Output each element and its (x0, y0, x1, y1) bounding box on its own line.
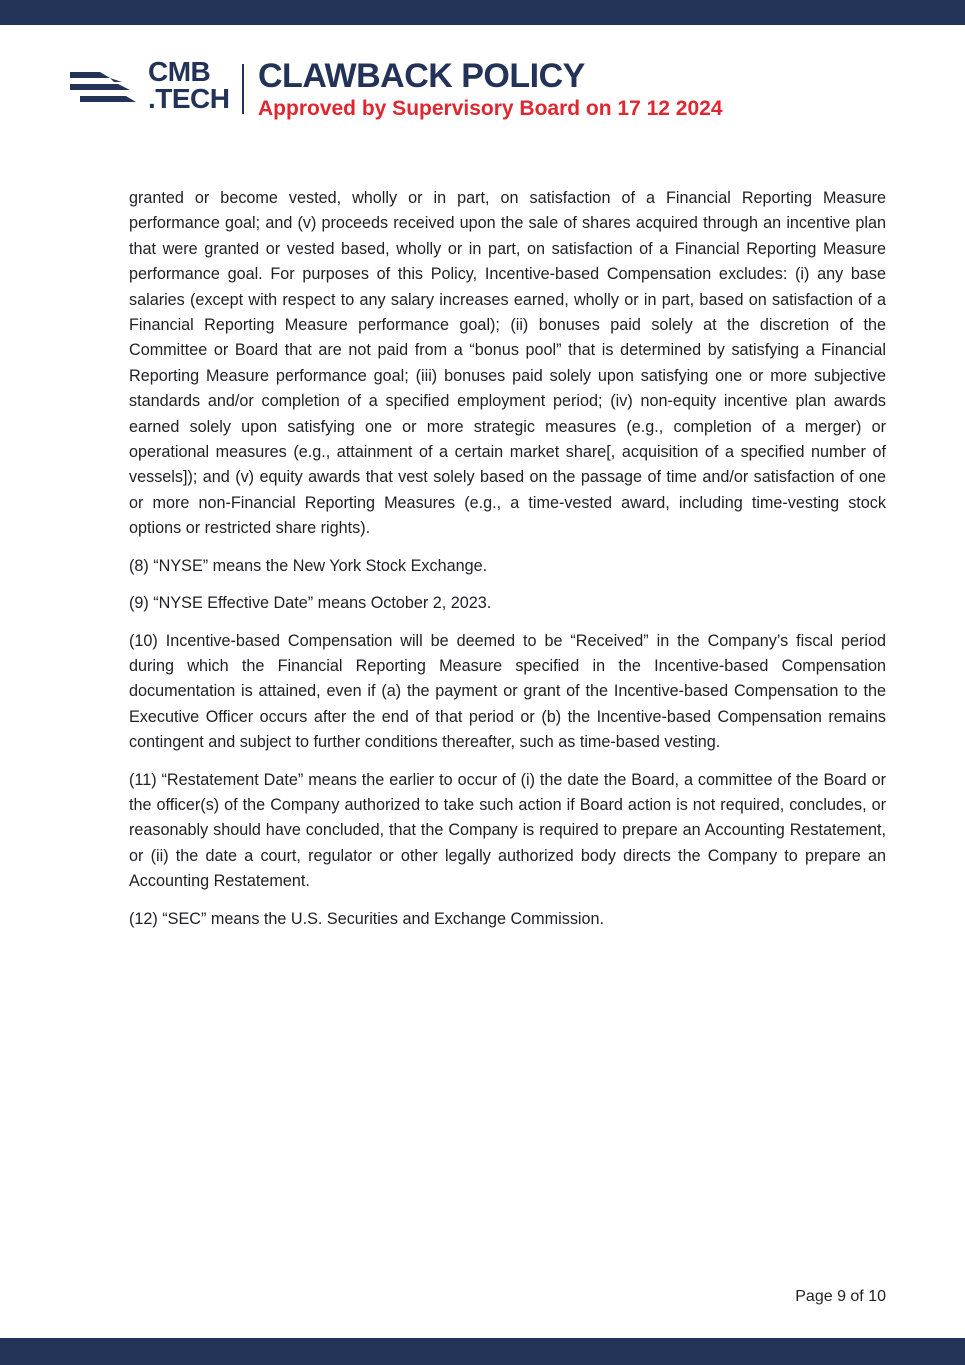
logo-line-2: .TECH (148, 83, 230, 114)
paragraph-12: (12) “SEC” means the U.S. Securities and Exchange Commission. (129, 909, 605, 928)
title-block (258, 58, 723, 122)
paragraph-continuation: granted or become vested, wholly or in part, on satisfaction of a Financial Reporting Measure performance goal; and (v) proceeds received upon the sale of shares acquired through an incentive plan that were granted or vested based, wholly or in part, on satisfaction of a Financial Reporting Measure performance goal. For purposes of this Policy, Incentive-based Compensation excludes: (i) any base salaries (except with respect to any salary increases earned, wholly or in part, based on satisfaction of a Financial Reporting Measure performance goal); (ii) bonuses paid solely at the discretion of the Committee or Board that are not paid from a “bonus pool” that is determined by satisfying a Financial Reporting Measure performance goal; (iii) bonuses paid solely upon satisfying one or more subjective standards and/or completion of a specified employment period; (iv) non-equity incentive plan awards earned solely upon satisfying one or more strategic measures (e.g., completion of a merger) or operational measures (e.g., attainment of a certain market share[, acquisition of a specified number of vessels]); and (v) equity awards that vest solely based on the passage of time and/or satisfaction of one or more non-Financial Reporting Measures (e.g., a time-vested award, including time-vesting stock options or restricted share rights). (129, 189, 886, 538)
document-body (129, 186, 886, 944)
page-number: Page 9 of 10 (795, 1288, 886, 1305)
header-divider (242, 64, 244, 114)
top-color-band (0, 0, 965, 25)
document-subtitle: Approved by Supervisory Board on 17 12 2024 (258, 97, 723, 120)
document-title: CLAWBACK POLICY (258, 57, 585, 95)
cmb-tech-logo-icon (70, 68, 138, 108)
logo-line-1: CMB (148, 56, 211, 87)
paragraph-11: (11) “Restatement Date” means the earlier to occur of (i) the date the Board, a committee of the Board or the officer(s) of the Company authorized to take such action if Board action is not required, concludes, or reasonably should have concluded, that the Company is required to prepare an Accounting Restatement, or (ii) the date a court, regulator or other legally authorized body directs the Company to prepare an Accounting Restatement. (129, 770, 886, 891)
paragraph-9: (9) “NYSE Effective Date” means October 2, 2023. (129, 594, 492, 613)
bottom-color-band (0, 1338, 965, 1365)
paragraph-10: (10) Incentive-based Compensation will be deemed to be “Received” in the Company’s fiscal period during which the Financial Reporting Measure specified in the Incentive-based Compensation documentation is attained, even if (a) the payment or grant of the Incentive-based Compensation to the Executive Officer occurs after the end of that period or (b) the Incentive-based Compensation remains contingent and subject to further conditions thereafter, such as time-based vesting. (129, 631, 886, 752)
paragraph-8: (8) “NYSE” means the New York Stock Exchange. (129, 556, 488, 575)
logo-wordmark (148, 58, 230, 112)
